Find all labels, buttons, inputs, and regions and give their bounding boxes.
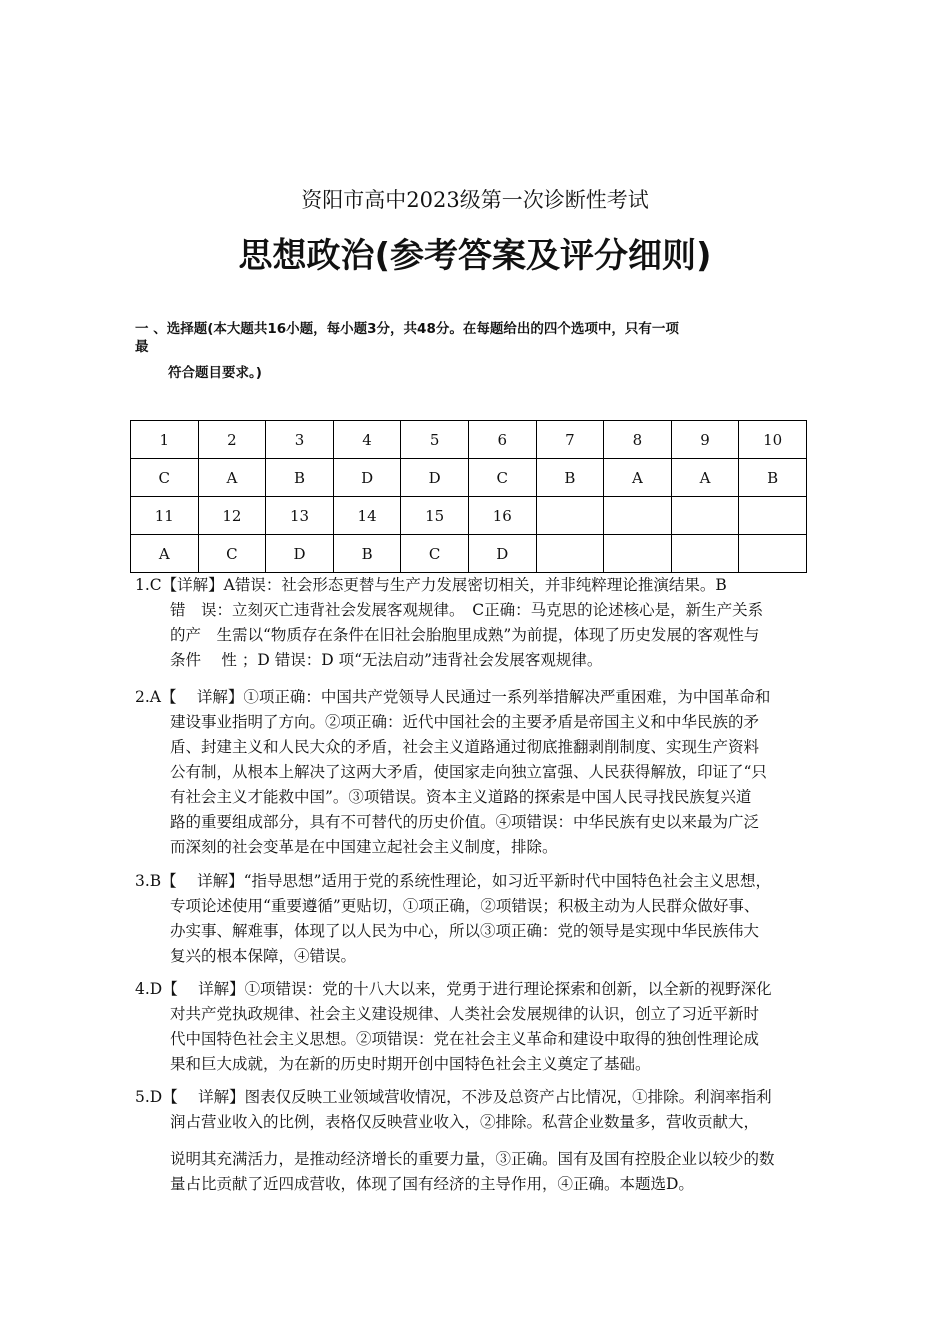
exam-subtitle: 资阳市高中2023级第一次诊断性考试 [301, 188, 649, 212]
table-cell: 7 [536, 421, 604, 459]
table-cell: B [739, 459, 807, 497]
table-cell [536, 535, 604, 573]
table-cell: 14 [333, 497, 401, 535]
table-cell: D [266, 535, 334, 573]
explanation-line: 的产 生需以“物质存在条件在旧社会胎胞里成熟”为前提，体现了历史发展的客观性与 [170, 626, 760, 644]
section-heading-line1: 一 、选择题(本大题共16小题，每小题3分，共48分。在每题给出的四个选项中，只有一项 [135, 321, 679, 337]
explanation-5 [135, 1085, 825, 1197]
table-cell: 16 [468, 497, 536, 535]
table-cell [536, 497, 604, 535]
explanation-line: 有社会主义才能救中国”。③项错误。资本主义道路的探索是中国人民寻找民族复兴道 [170, 788, 752, 806]
document-title: 思想政治(参考答案及评分细则) [238, 236, 712, 276]
table-row [131, 459, 807, 497]
table-cell: D [401, 459, 469, 497]
table-cell: 13 [266, 497, 334, 535]
table-cell: A [671, 459, 739, 497]
explanation-line: 错 误：立刻灭亡违背社会发展客观规律。 C正确：马克思的论述核心是，新生产关系 [170, 601, 764, 619]
explanation-line: 路的重要组成部分，具有不可替代的历史价值。④项错误：中华民族有史以来最为广泛 [170, 813, 760, 831]
table-cell: A [131, 535, 199, 573]
table-cell: C [131, 459, 199, 497]
explanation-line: 代中国特色社会主义思想。②项错误：党在社会主义革命和建设中取得的独创性理论成 [170, 1030, 760, 1048]
table-cell [604, 497, 672, 535]
explanation-line: 1.C【详解】A错误：社会形态更替与生产力发展密切相关，并非纯粹理论推演结果。B [135, 576, 727, 594]
table-cell: 6 [468, 421, 536, 459]
explanation-line: 3.B【 详解】“指导思想”适用于党的系统性理论，如习近平新时代中国特色社会主义思想， [135, 872, 771, 890]
explanation-line: 而深刻的社会变革是在中国建立起社会主义制度，排除。 [170, 838, 558, 856]
table-cell: 2 [198, 421, 266, 459]
table-cell: D [468, 535, 536, 573]
table-cell [604, 535, 672, 573]
table-cell: D [333, 459, 401, 497]
table-row [131, 421, 807, 459]
explanation-line: 量占比贡献了近四成营收，体现了国有经济的主导作用，④正确。本题选D。 [170, 1175, 694, 1193]
explanation-line: 5.D【 详解】图表仅反映工业领域营收情况，不涉及总资产占比情况，①排除。利润率指利 [135, 1088, 772, 1106]
table-cell: 4 [333, 421, 401, 459]
table-cell: B [266, 459, 334, 497]
table-cell: 3 [266, 421, 334, 459]
table-cell: 11 [131, 497, 199, 535]
explanation-line: 4.D【 详解】①项错误：党的十八大以来，党勇于进行理论探索和创新，以全新的视野深化 [135, 980, 772, 998]
explanation-line: 复兴的根本保障，④错误。 [170, 947, 357, 965]
explanation-line: 条件 性 ；D 错误：D 项“无法启动”违背社会发展客观规律。 [170, 651, 603, 669]
table-cell: A [604, 459, 672, 497]
table-cell [739, 535, 807, 573]
explanation-line: 润占营业收入的比例，表格仅反映营业收入，②排除。私营企业数量多，营收贡献大， [170, 1113, 760, 1131]
table-cell: 9 [671, 421, 739, 459]
section-heading-line2: 符合题目要求。) [168, 365, 262, 381]
table-cell: 5 [401, 421, 469, 459]
table-row [131, 497, 807, 535]
table-cell: B [333, 535, 401, 573]
table-row [131, 535, 807, 573]
answer-table [130, 420, 807, 573]
table-cell: C [468, 459, 536, 497]
table-cell: 15 [401, 497, 469, 535]
explanation-2 [135, 685, 825, 860]
explanation-line: 公有制，从根本上解决了这两大矛盾，使国家走向独立富强、人民获得解放，印证了“只 [170, 763, 767, 781]
table-cell [671, 497, 739, 535]
table-cell [671, 535, 739, 573]
explanation-1 [135, 573, 825, 673]
explanation-line: 对共产党执政规律、社会主义建设规律、人类社会发展规律的认识，创立了习近平新时 [170, 1005, 760, 1023]
explanation-line: 建设事业指明了方向。②项正确：近代中国社会的主要矛盾是帝国主义和中华民族的矛 [170, 713, 760, 731]
table-cell: 10 [739, 421, 807, 459]
explanation-line: 果和巨大成就，为在新的历史时期开创中国特色社会主义奠定了基础。 [170, 1055, 651, 1073]
table-cell: B [536, 459, 604, 497]
table-cell: 8 [604, 421, 672, 459]
explanation-line: 2.A【 详解】①项正确：中国共产党领导人民通过一系列举措解决严重困难，为中国革命和 [135, 688, 771, 706]
explanation-line: 盾、封建主义和人民大众的矛盾，社会主义道路通过彻底推翻剥削制度、实现生产资料 [170, 738, 760, 756]
explanation-line: 说明其充满活力，是推动经济增长的重要力量，③正确。国有及国有控股企业以较少的数 [170, 1150, 775, 1168]
section-heading-overflow: 最 [135, 339, 149, 355]
table-cell: C [198, 535, 266, 573]
table-cell: 1 [131, 421, 199, 459]
table-cell: A [198, 459, 266, 497]
table-cell: 12 [198, 497, 266, 535]
table-cell: C [401, 535, 469, 573]
explanation-3 [135, 869, 825, 969]
explanation-line: 办实事、解难事，体现了以人民为中心，所以③项正确：党的领导是实现中华民族伟大 [170, 922, 760, 940]
explanation-line: 专项论述使用“重要遵循”更贴切，①项正确，②项错误；积极主动为人民群众做好事、 [170, 897, 760, 915]
explanation-4 [135, 977, 825, 1077]
table-cell [739, 497, 807, 535]
